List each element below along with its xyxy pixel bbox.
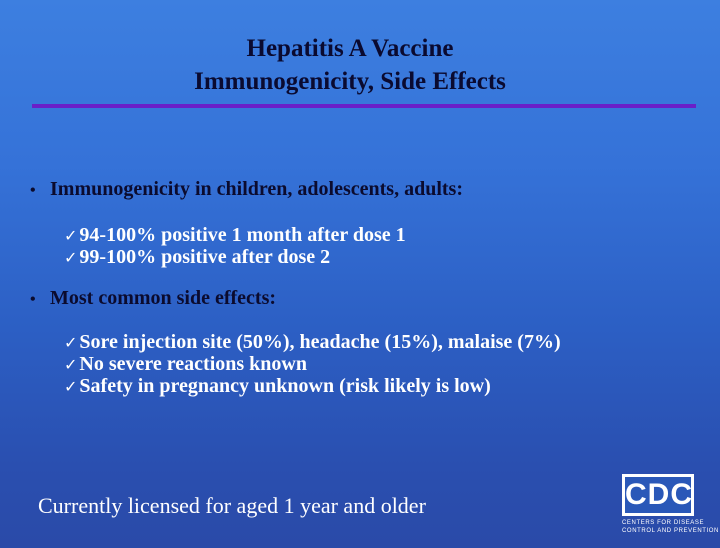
bullet-text: Immunogenicity in children, adolescents, adults: xyxy=(50,178,463,200)
bullet-immunogenicity xyxy=(30,178,463,201)
check-icon: ✓ xyxy=(64,355,78,374)
sub-item xyxy=(64,375,491,398)
title-divider xyxy=(32,104,696,108)
sub-item-text: No severe reactions known xyxy=(79,353,307,375)
logo-subtitle-line-1: CENTERS FOR DISEASE xyxy=(622,520,705,526)
title-line-2: Immunogenicity, Side Effects xyxy=(194,68,506,95)
check-icon: ✓ xyxy=(64,377,78,396)
bullet-side-effects xyxy=(30,287,276,310)
title-line-1: Hepatitis A Vaccine xyxy=(246,35,454,62)
bullet-text: Most common side effects: xyxy=(50,287,277,309)
sub-item-text: 99-100% positive after dose 2 xyxy=(79,246,331,268)
sub-item xyxy=(64,331,561,354)
footer-note: Currently licensed for aged 1 year and older xyxy=(38,493,426,518)
check-icon: ✓ xyxy=(64,226,78,245)
check-icon: ✓ xyxy=(64,333,78,352)
logo-letters: CDC xyxy=(625,478,693,511)
sub-item xyxy=(64,353,307,376)
logo-subtitle-line-2: CONTROL AND PREVENTION xyxy=(622,528,719,534)
bullet-marker: • xyxy=(30,291,36,308)
sub-item-text: Sore injection site (50%), headache (15%), malaise (7%) xyxy=(79,331,561,353)
sub-item-text: Safety in pregnancy unknown (risk likely is low) xyxy=(79,375,491,397)
sub-item xyxy=(64,224,406,247)
bullet-marker: • xyxy=(30,182,36,199)
logo-frame xyxy=(622,474,694,516)
check-icon: ✓ xyxy=(64,248,78,267)
sub-item-text: 94-100% positive 1 month after dose 1 xyxy=(79,224,406,246)
slide-title xyxy=(0,32,700,98)
sub-item xyxy=(64,246,330,269)
cdc-logo xyxy=(622,474,719,536)
